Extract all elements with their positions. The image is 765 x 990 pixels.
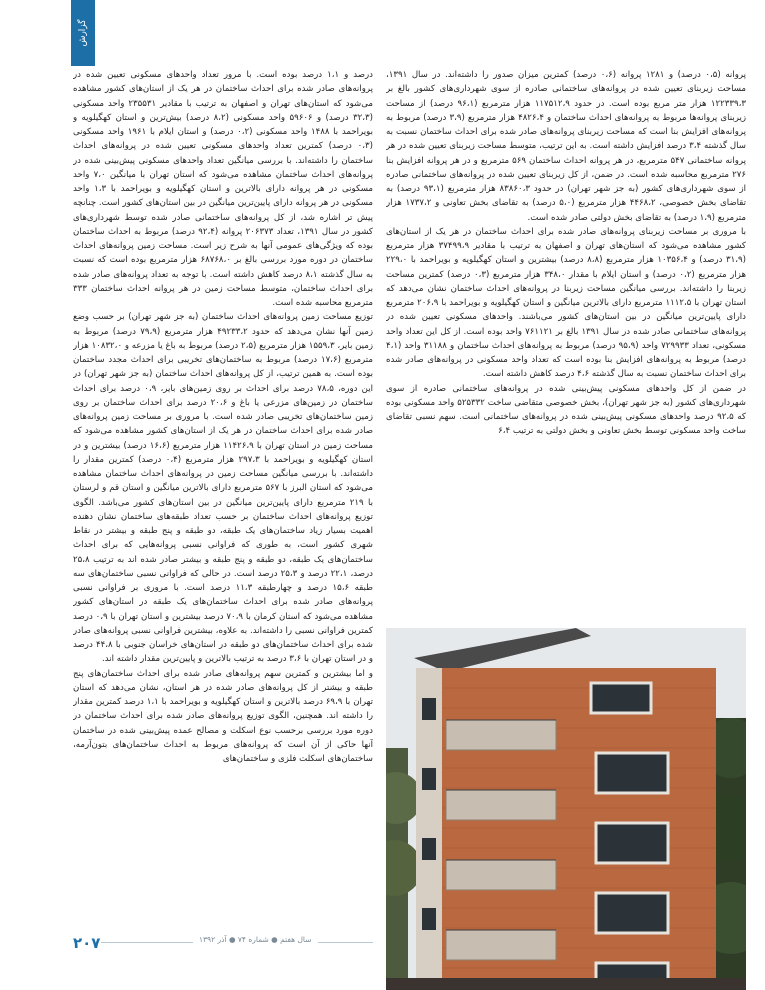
page-footer: [73, 933, 373, 951]
issue-info: سال هفتم ● شماره ۷۴ ● آذر ۱۳۹۲: [193, 935, 318, 944]
section-tab-label: گزارش: [78, 19, 88, 47]
article-column-right: [386, 68, 746, 620]
paragraph: پروانه (۰،۵ درصد) و ۱۲۸۱ پروانه (۰،۶ درصد) کمترین میزان صدور را داشته‌اند. در سال ۱۳۹۱، مساحت زیربنای تعیین شده در پروانه‌های ساختمانی صادره از سوی شهرداری‌های کشور بالغ بر ۱۲۲۳۳۹،۳ هزار متر مربع بوده است. در حدود ۱۱۷۵۱۲،۹ هزار مترمربع (۹۶،۱ درصد) از مساحت زیربنای پروانه‌ها مربوط به پروانه‌های احداث ساختمان و ۴۸۲۶،۴ هزار مترمربع (۳،۹ درصد) مربوط به پروانه‌های افزایش بنا است که مساحت زیربنای پروانه‌های صادر شده برای احداث ساختمان نسبت به سال گذشته ۳،۴ درصد افزایش داشته است. به این ترتیب، متوسط مساحت زیربنای تعیین شده در هر پروانه ساختمانی ۵۴۷ مترمربع، در هر پروانه احداث ساختمان ۵۶۹ مترمربع و در هر پروانه افزایش بنا ۲۷۶ مترمربع محاسبه شده است. در ضمن، از کل زیربنای تعیین شده در پروانه‌های ساختمانی صادره از سوی شهرداری‌های کشور (به جز شهر تهران) در حدود ۸۳۸۶۰،۳ هزار مترمربع (۹۳،۱ درصد) به تقاضای بخش خصوصی، ۴۴۶۸،۲ هزار مترمربع (۵،۰ درصد) به تقاضای بخش تعاونی و ۱۷۳۷،۲ هزار مترمربع (۱،۹ درصد) به تقاضای بخش دولتی صادر شده است.: [386, 70, 746, 223]
paragraph: در ضمن از کل واحدهای مسکونی پیش‌بینی شده در پروانه‌های ساختمانی صادره از سوی شهرداری‌های کشور (به جز شهر تهران)، بخش خصوصی متقاضی ساخت ۵۲۵۳۳۲ واحد مسکونی بوده که ۹۲،۵ درصد واحدهای مسکونی پیش‌بینی شده در پروانه‌های ساختمانی است. سهم نسبی تقاضای ساخت واحد مسکونی توسط بخش تعاونی و بخش دولتی به ترتیب ۶،۴: [386, 383, 746, 437]
section-tab: [71, 0, 95, 66]
building-photo: [386, 628, 746, 990]
paragraph: با مروری بر مساحت زیربنای پروانه‌های صادر شده برای احداث ساختمان در هر یک از استان‌های کشور مشاهده می‌شود که استان‌های تهران و اصفهان به ترتیب با مقادیر ۳۷۴۹۹،۹ هزار مترمربع (۳۱،۹ درصد) و ۱۰۳۵۶،۴ هزار مترمربع (۸،۸ درصد) بیشترین و استان کهگیلویه و بویراحمد با ۲۲۹،۰ هزار مترمربع (۰،۲ درصد) و استان ایلام با مقدار ۳۴۸،۰ هزار مترمربع (۰،۳ درصد) کمترین مساحت زیربنا را داشته‌اند. بررسی میانگین مساحت زیربنا در پروانه‌های احداث ساختمان نشان می‌دهد که استان تهران با ۱۱۱۲،۵ مترمربع دارای بالاترین میانگین و استان کهگیلویه و بویراحمد با ۲۰۶،۹ مترمربع دارای پایین‌ترین میانگین در بین استان‌های کشور می‌باشند. واحدهای مسکونی تعیین شده در پروانه‌های ساختمانی صادر شده در سال ۱۳۹۱ بالغ بر ۷۶۱۱۲۱ واحد بوده است. از کل این تعداد واحد مسکونی، تعداد ۷۲۹۹۳۳ واحد (۹۵،۹ درصد) مربوط به پروانه‌های احداث ساختمان و ۳۱۱۸۸ واحد (۴،۱ درصد) مربوط به پروانه‌های افزایش بنا بوده است که تعداد واحد مسکونی در پروانه‌های صادر شده برای احداث ساختمان نسبت به سال گذشته ۴،۶ درصد کاهش داشته است.: [386, 226, 746, 380]
paragraph: توزیع مساحت زمین پروانه‌های احداث ساختمان (به جز شهر تهران) بر حسب وضع زمین آنها نشان می‌دهد که حدود ۴۹۲۳۳،۲ هزار مترمربع (۷۹،۹ درصد) مربوط به زمین بایر، ۱۵۵۹،۳ هزار مترمربع (۲،۵ درصد) مربوط به باغ یا مزرعه و ۱۰۸۳۲،۰ هزار مترمربع (۱۷،۶ درصد) مربوط به ساختمان‌های تخریبی برای احداث مجدد ساختمان بوده است. به همین ترتیب، از کل پروانه‌های احداث ساختمان (به جز شهر تهران) در این دوره، ۷۸،۵ درصد برای احداث بر روی زمین‌های بایر، ۰،۹ درصد برای احداث ساختمان در زمین‌های مزرعی یا باغ و ۲۰،۶ درصد برای احداث ساختمان بر روی زمین ساختمان‌های تخریبی صادر شده است. با مروری بر مساحت زمین پروانه‌های صادر شده برای احداث ساختمان در هر یک از استان‌های کشور مشاهده می‌شود که مساحت زمین در استان تهران با ۱۱۴۲۶،۹ هزار مترمربع (۱۶،۶ درصد) بیشترین و در استان کهگیلویه و بویراحمد با ۲۹۷،۳ هزار مترمربع (۰،۴ درصد) کمترین مقدار را داشته‌اند. با بررسی میانگین مساحت زمین در پروانه‌های احداث ساختمان مشاهده می‌شود که استان البرز با ۵۶۷ مترمربع دارای بالاترین میانگین و استان قم و لرستان با ۲۱۹ مترمربع دارای پایین‌ترین میانگین در بین استان‌های کشور می‌باشد. الگوی توزیع پروانه‌های احداث ساختمان بر حسب تعداد طبقه‌های ساختمان نشان دهنده اهمیت بسیار زیاد ساختمان‌های یک طبقه، دو طبقه و پنج طبقه و بیشتر در نقاط شهری کشور است، به طوری که فراوانی نسبی پروانه‌هایی که برای احداث ساختمان‌های یک طبقه، دو طبقه و پنج طبقه و بیشتر صادر شده اند به ترتیب ۲۵،۸ درصد، ۲۲،۱ درصد و ۲۵،۳ درصد است. در حالی که فراوانی نسبی ساختمان‌های سه طبقه ۱۵،۶ درصد و چهارطبقه ۱۱،۳ درصد است. با مروری بر فراوانی نسبی پروانه‌های صادر شده برای احداث ساختمان‌های یک طبقه در استان‌های کشور مشاهده می‌شود که استان کرمان با ۷۰،۹ درصد بیشترین و استان تهران با ۰،۹ درصد کمترین فراوانی نسبی را داشته‌اند. به علاوه، بیشترین فراوانی نسبی پروانه‌های صادر شده برای احداث ساختمان‌های دو طبقه در استان‌های خراسان جنوبی با ۴۴،۸ درصد و در استان تهران با ۳،۶ درصد به ترتیب بالاترین و پایین‌ترین مقدار داشته اند.: [73, 312, 373, 665]
page-number: ۲۰۷: [73, 934, 101, 952]
article-column-left: [73, 68, 373, 926]
paragraph: و اما بیشترین و کمترین سهم پروانه‌های صادر شده برای احداث ساختمان‌های پنج طبقه و بیشتر از کل پروانه‌های صادر شده در هر استان، نشان می‌دهد که استان تهران با ۶۹،۹ درصد بالاترین و استان کهگیلویه و بویراحمد با ۱،۱ درصد کمترین مقدار را داشته اند. همچنین، الگوی توزیع پروانه‌های صادر شده برای احداث ساختمان در دوره مورد بررسی برحسب نوع اسکلت و مصالح عمده پیش‌بینی شده در ساختمان آنها حاکی از آن است که پروانه‌های مربوط به احداث ساختمان‌های بتون‌آرمه، ساختمان‌های اسکلت فلزی و ساختمان‌های: [73, 668, 373, 764]
paragraph: درصد و ۱،۱ درصد بوده است. با مرور تعداد واحدهای مسکونی تعیین شده در پروانه‌های صادر شده برای احداث ساختمان در هر یک از استان‌های کشور مشاهده می‌شود که استان‌های تهران و اصفهان به ترتیب با مقادیر ۲۳۵۵۳۱ واحد مسکونی (۳۲،۳ درصد) و ۵۹۶۰۶ واحد مسکونی (۸،۲ درصد) بیش‌ترین و استان کهگیلویه و بویراحمد با ۱۴۸۸ واحد مسکونی (۰،۲ درصد) و استان ایلام با ۱۹۶۱ واحد مسکونی (۰،۳ درصد) کمترین تعداد واحدهای مسکونی تعیین شده در پروانه‌های احداث ساختمان را داشته‌اند. با بررسی میانگین تعداد واحدهای مسکونی پیش‌بینی شده در پروانه‌های احداث ساختمان مشاهده می‌شود که استان تهران با میانگین ۷،۰ واحد مسکونی در هر پروانه دارای بالاترین و استان کهگیلویه و بویراحمد با ۱،۳ واحد مسکونی در هر پروانه دارای پایین‌ترین میانگین در بین استان‌های کشور است. چنانچه پیش تر اشاره شد، از کل پروانه‌های ساختمانی صادر شده توسط شهرداری‌های کشور در سال ۱۳۹۱، تعداد ۲۰۶۳۷۳ پروانه (۹۲،۴ درصد) مربوط به احداث ساختمان بوده که ویژگی‌های عمومی آنها به شرح زیر است. مساحت زمین پروانه‌های احداث ساختمان در دوره مورد بررسی بالغ بر ۶۸۷۶۸،۰ هزار مترمربع بوده است که نسبت به سال گذشته ۸،۱ درصد کاهش داشته است. با توجه به تعداد پروانه‌های صادر شده برای احداث ساختمان، متوسط مساحت زمین در هر پروانه احداث ساختمان ۳۳۳ مترمربع محاسبه شده است.: [73, 70, 373, 308]
